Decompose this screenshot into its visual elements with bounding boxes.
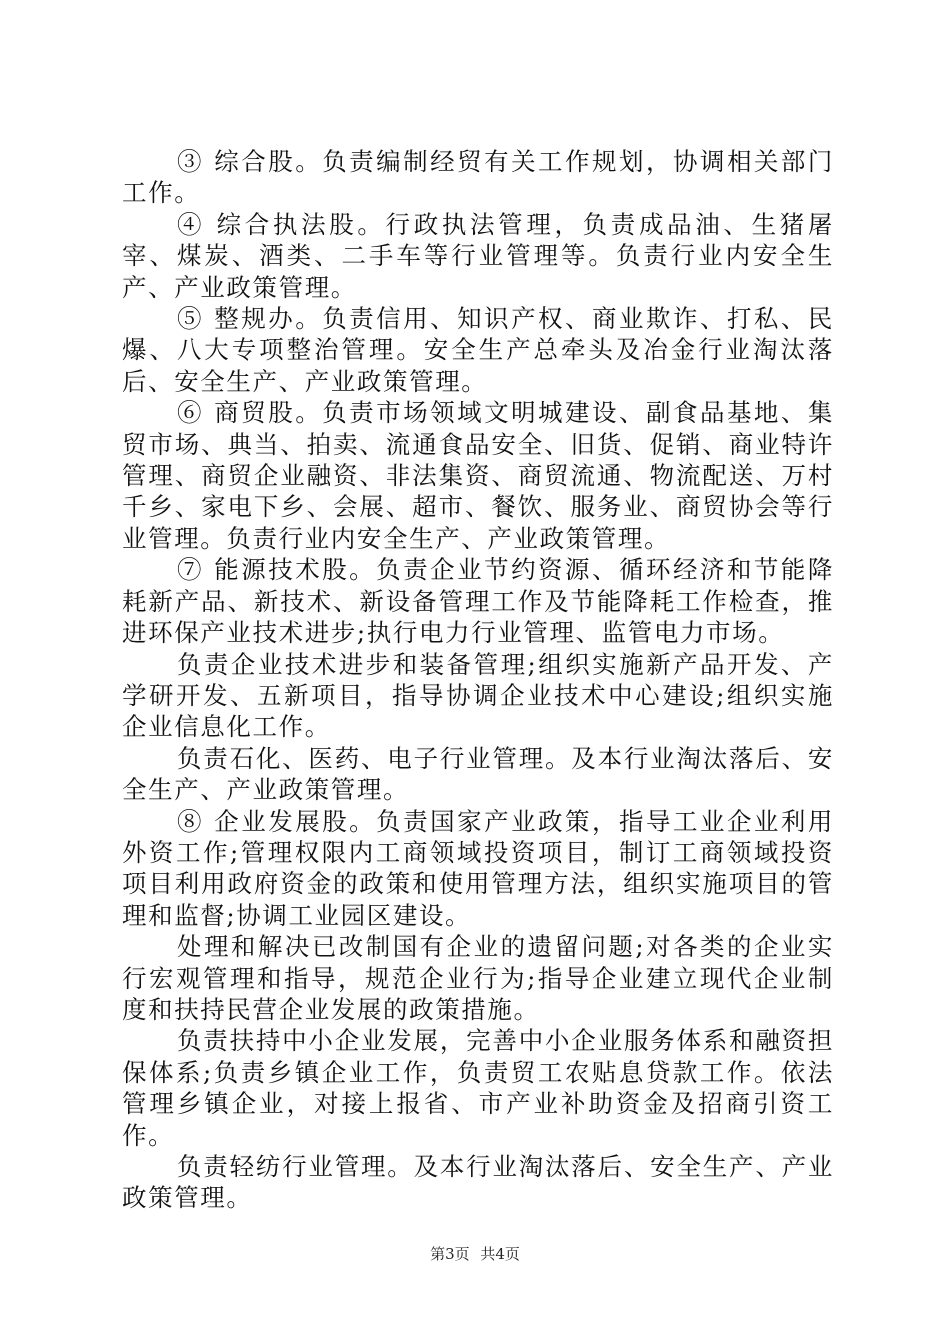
page-number: 第3页: [430, 1245, 470, 1263]
paragraph-energy-technology-section: ⑦ 能源技术股。负责企业节约资源、循环经济和节能降耗新产品、新技术、新设备管理工作及节能降耗工作检查，推进环保产业技术进步;执行电力行业管理、监管电力市场。: [122, 555, 834, 648]
paragraph-general-section: ③ 综合股。负责编制经贸有关工作规划，协调相关部门工作。: [122, 147, 834, 208]
paragraph-regulation-office: ⑤ 整规办。负责信用、知识产权、商业欺诈、打私、民爆、八大专项整治管理。安全生产总牵头及冶金行业淘汰落后、安全生产、产业政策管理。: [122, 304, 834, 396]
page-total: 共4页: [480, 1245, 520, 1263]
paragraph-enterprise-development-section: ⑧ 企业发展股。负责国家产业政策，指导工业企业利用外资工作;管理权限内工商领域投资项目，制订工商领域投资项目利用政府资金的政策和使用管理方法，组织实施项目的管理和监督;协调工业园区建设。: [122, 806, 834, 930]
paragraph-law-enforcement-section: ④ 综合执法股。行政执法管理，负责成品油、生猪屠宰、煤炭、酒类、二手车等行业管理等。负责行业内安全生产、产业政策管理。: [122, 209, 834, 302]
document-body: [122, 146, 834, 1214]
page-footer: [0, 1244, 950, 1264]
paragraph-petrochemical-management: 负责石化、医药、电子行业管理。及本行业淘汰落后、安全生产、产业政策管理。: [122, 743, 834, 805]
paragraph-restructured-enterprises: 处理和解决已改制国有企业的遗留问题;对各类的企业实行宏观管理和指导，规范企业行为;指导企业建立现代企业制度和扶持民营企业发展的政策措施。: [122, 932, 834, 1024]
paragraph-textile-management: 负责轻纺行业管理。及本行业淘汰落后、安全生产、产业政策管理。: [122, 1152, 834, 1213]
paragraph-sme-support: 负责扶持中小企业发展，完善中小企业服务体系和融资担保体系;负责乡镇企业工作，负责贸工农贴息贷款工作。依法管理乡镇企业，对接上报省、市产业补助资金及招商引资工作。: [122, 1026, 834, 1150]
paragraph-commerce-section: ⑥ 商贸股。负责市场领域文明城建设、副食品基地、集贸市场、典当、拍卖、流通食品安全、旧货、促销、商业特许管理、商贸企业融资、非法集资、商贸流通、物流配送、万村千乡、家电下乡、会展、超市、餐饮、服务业、商贸协会等行业管理。负责行业内安全生产、产业政策管理。: [122, 398, 834, 553]
paragraph-technology-progress: 负责企业技术进步和装备管理;组织实施新产品开发、产学研开发、五新项目，指导协调企业技术中心建设;组织实施企业信息化工作。: [122, 649, 834, 742]
